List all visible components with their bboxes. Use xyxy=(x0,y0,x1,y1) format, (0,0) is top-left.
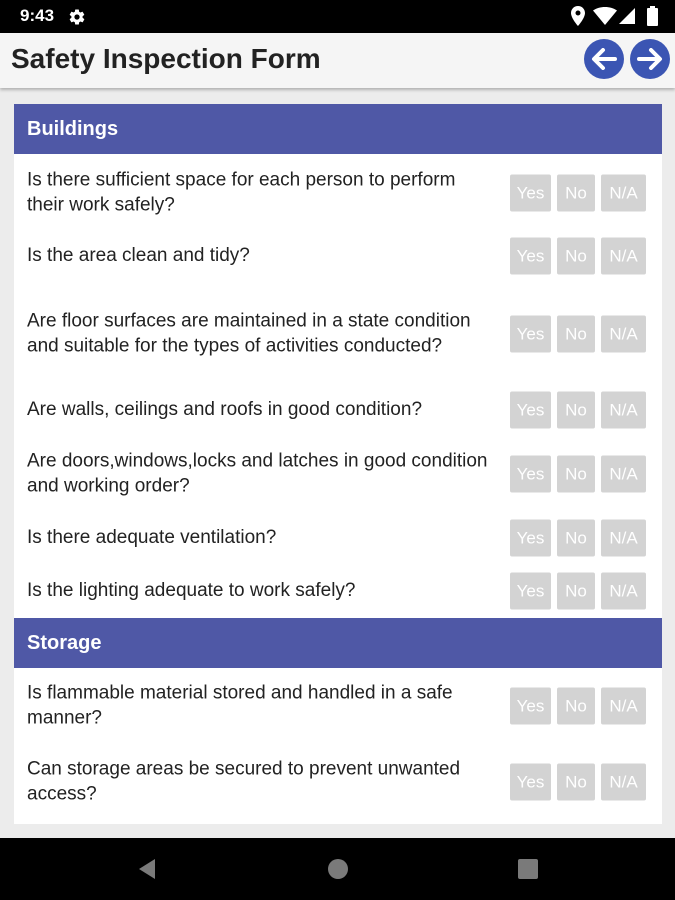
no-button[interactable]: No xyxy=(557,688,595,725)
yes-button[interactable]: Yes xyxy=(510,573,551,610)
answer-options xyxy=(510,316,646,353)
status-time: 9:43 xyxy=(20,6,55,25)
question-text: Is the lighting adequate to work safely? xyxy=(27,579,356,601)
location-pin-icon xyxy=(571,6,585,26)
app-bar xyxy=(0,33,675,88)
question-row xyxy=(14,234,662,278)
forward-button[interactable] xyxy=(630,39,670,79)
no-button[interactable]: No xyxy=(557,316,595,353)
answer-options xyxy=(510,238,646,275)
question-text: Is flammable material stored and handled in a safe manner? xyxy=(27,682,453,728)
yes-button[interactable]: Yes xyxy=(510,764,551,801)
na-button[interactable]: N/A xyxy=(601,238,646,275)
yes-button[interactable]: Yes xyxy=(510,520,551,557)
na-button[interactable]: N/A xyxy=(601,456,646,493)
no-button[interactable]: No xyxy=(557,175,595,212)
question-row xyxy=(14,569,662,613)
back-button[interactable] xyxy=(584,39,624,79)
question-row xyxy=(14,752,662,812)
na-button[interactable]: N/A xyxy=(601,392,646,429)
arrow-left-icon xyxy=(591,48,617,70)
question-row xyxy=(14,444,662,504)
answer-options xyxy=(510,175,646,212)
system-nav-bar xyxy=(0,838,675,900)
question-text: Are doors,windows,locks and latches in good condition and working order? xyxy=(27,450,488,496)
no-button[interactable]: No xyxy=(557,764,595,801)
answer-options xyxy=(510,573,646,610)
yes-button[interactable]: Yes xyxy=(510,456,551,493)
answer-options xyxy=(510,764,646,801)
question-text: Are walls, ceilings and roofs in good condition? xyxy=(27,398,423,420)
question-text: Are floor surfaces are maintained in a state condition and suitable for the types of activities conducted? xyxy=(27,310,471,356)
question-text: Is there sufficient space for each person to perform their work safely? xyxy=(27,169,456,215)
na-button[interactable]: N/A xyxy=(601,175,646,212)
yes-button[interactable]: Yes xyxy=(510,238,551,275)
yes-button[interactable]: Yes xyxy=(510,688,551,725)
home-circle-icon[interactable] xyxy=(327,858,349,880)
question-row xyxy=(14,516,662,560)
section-header-buildings: Buildings xyxy=(14,104,662,154)
question-row xyxy=(14,388,662,432)
no-button[interactable]: No xyxy=(557,520,595,557)
status-bar xyxy=(0,0,675,33)
no-button[interactable]: No xyxy=(557,238,595,275)
question-row xyxy=(14,676,662,736)
recents-square-icon[interactable] xyxy=(517,858,539,880)
na-button[interactable]: N/A xyxy=(601,764,646,801)
answer-options xyxy=(510,520,646,557)
yes-button[interactable]: Yes xyxy=(510,392,551,429)
question-row xyxy=(14,163,662,223)
na-button[interactable]: N/A xyxy=(601,520,646,557)
question-text: Can storage areas be secured to prevent unwanted access? xyxy=(27,758,461,804)
section-header-storage: Storage xyxy=(14,618,662,668)
na-button[interactable]: N/A xyxy=(601,316,646,353)
cell-signal-icon xyxy=(619,8,635,24)
status-icons xyxy=(571,6,661,28)
yes-button[interactable]: Yes xyxy=(510,175,551,212)
no-button[interactable]: No xyxy=(557,392,595,429)
question-text: Is the area clean and tidy? xyxy=(27,244,250,266)
battery-icon xyxy=(647,6,658,26)
back-triangle-icon[interactable] xyxy=(137,858,157,880)
answer-options xyxy=(510,688,646,725)
answer-options xyxy=(510,392,646,429)
page-title: Safety Inspection Form xyxy=(11,43,321,74)
settings-gear-icon xyxy=(68,8,86,26)
na-button[interactable]: N/A xyxy=(601,688,646,725)
inspection-form-card xyxy=(14,104,662,824)
wifi-icon xyxy=(593,7,617,25)
arrow-right-icon xyxy=(637,48,663,70)
question-text: Is there adequate ventilation? xyxy=(27,526,277,548)
question-row xyxy=(14,294,662,374)
na-button[interactable]: N/A xyxy=(601,573,646,610)
no-button[interactable]: No xyxy=(557,456,595,493)
no-button[interactable]: No xyxy=(557,573,595,610)
answer-options xyxy=(510,456,646,493)
yes-button[interactable]: Yes xyxy=(510,316,551,353)
